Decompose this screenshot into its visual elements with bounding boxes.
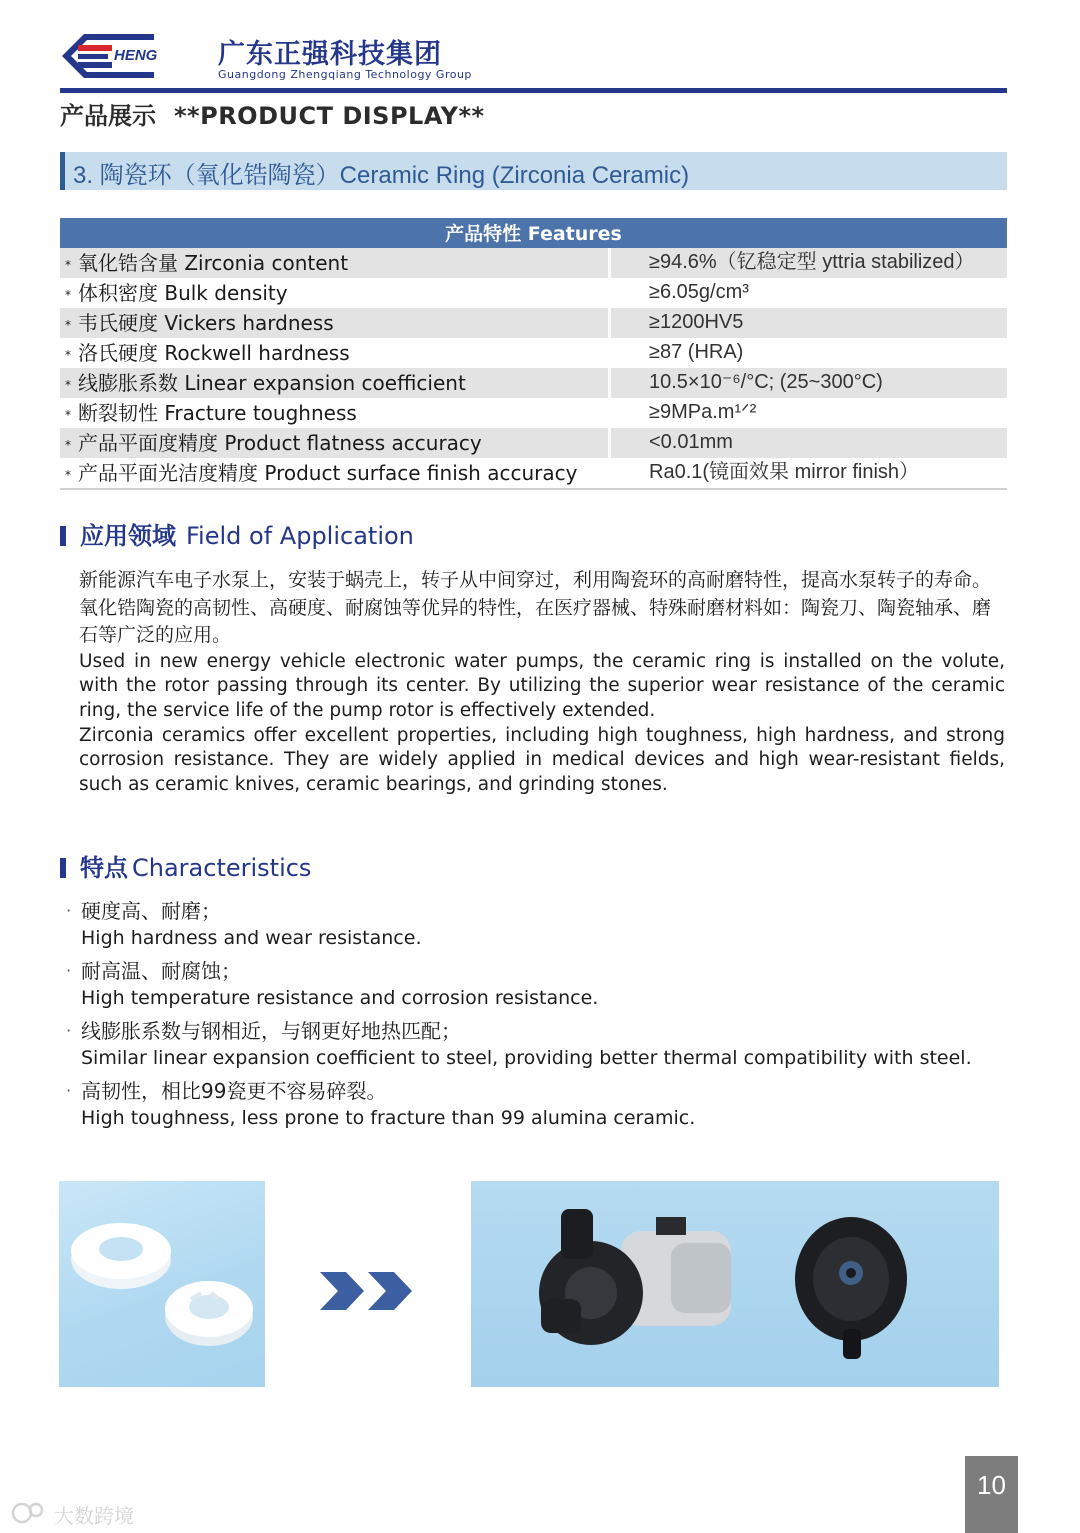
feature-name: * 产品平面度精度 Product flatness accuracy [60, 428, 608, 458]
feature-name: * 断裂韧性 Fracture toughness [60, 398, 608, 428]
characteristic-item [60, 1078, 1020, 1131]
feature-value: ≥6.05g/cm³ [611, 278, 1007, 308]
page-number: 10 [977, 1470, 1006, 1500]
application-text-en-1: Used in new energy vehicle electronic water pumps, the ceramic ring is installed on the volute, with the rotor passing through its center. By utilizing the superior wear resistance of the ceramic ring, the service life of the pump rotor is effectively extended. [79, 650, 1005, 721]
feature-row [60, 308, 1007, 338]
feature-row [60, 278, 1007, 308]
characteristics-heading [60, 848, 311, 883]
features-rows [60, 248, 1007, 490]
water-pump-photo [471, 1181, 999, 1387]
characteristic-en: High hardness and wear resistance. [81, 927, 422, 949]
application-heading [60, 516, 414, 551]
characteristic-en: High toughness, less prone to fracture than 99 alumina ceramic. [81, 1107, 696, 1129]
product-title-band [60, 152, 1007, 190]
application-text-cn-1: 新能源汽车电子水泵上，安装于蜗壳上，转子从中间穿过，利用陶瓷环的高耐磨特性，提高水泵转子的寿命。 [79, 569, 992, 591]
feature-row [60, 368, 1007, 398]
feature-name: * 体积密度 Bulk density [60, 278, 608, 308]
page-number-box [965, 1456, 1018, 1533]
feature-name: * 线膨胀系数 Linear expansion coefficient [60, 368, 608, 398]
feature-value: ≥87 (HRA) [611, 338, 1007, 368]
application-heading-cn: 应用领域 [80, 522, 176, 550]
feature-name: * 氧化锆含量 Zirconia content [60, 248, 608, 278]
feature-value: ≥9MPa.m¹ᐟ² [611, 398, 1007, 428]
ceramic-ring-icon [59, 1181, 265, 1387]
feature-row [60, 428, 1007, 458]
feature-row [60, 248, 1007, 278]
feature-value: 10.5×10⁻⁶/°C; (25~300°C) [611, 368, 1007, 398]
double-chevron-right-icon [318, 1270, 414, 1312]
section-title-en: **PRODUCT DISPLAY** [174, 102, 485, 130]
feature-value: <0.01mm [611, 428, 1007, 458]
application-body [79, 567, 1005, 798]
application-text-cn-2: 氧化锆陶瓷的高韧性、高硬度、耐腐蚀等优异的特性，在医疗器械、特殊耐磨材料如：陶瓷刀、陶瓷轴承、磨石等广泛的应用。 [79, 596, 992, 646]
svg-text:HENG: HENG [114, 47, 158, 64]
ceramic-rings-photo [59, 1181, 265, 1387]
characteristics-heading-cn: 特点 [80, 854, 128, 882]
company-name-en: Guangdong Zhengqiang Technology Group [218, 68, 472, 81]
application-text-en-2: Zirconia ceramics offer excellent properties, including high toughness, high hardness, and strong corrosion resistance. They are widely applied in medical devices and high wear-resistant fields, such as ceramic knives, ceramic bearings, and grinding stones. [79, 724, 1005, 796]
feature-row [60, 338, 1007, 368]
bullet-dot-icon: · [66, 1021, 72, 1040]
header-divider [60, 88, 1007, 93]
features-table [60, 218, 1007, 490]
water-pump-icon [471, 1181, 999, 1387]
bullet-dot-icon: · [66, 901, 72, 920]
characteristic-en: High temperature resistance and corrosion resistance. [81, 987, 599, 1009]
characteristics-list [60, 898, 1020, 1138]
bullet-dot-icon: · [66, 961, 72, 980]
page-section-title [60, 96, 485, 131]
characteristic-cn: 线膨胀系数与钢相近，与钢更好地热匹配； [81, 1019, 461, 1043]
characteristic-item [60, 1018, 1020, 1071]
watermark-logo-icon [10, 1498, 50, 1528]
watermark [10, 1498, 150, 1528]
heading-bar [60, 858, 66, 878]
bullet-dot-icon: · [66, 1081, 72, 1100]
feature-value: ≥94.6%（钇稳定型 yttria stabilized） [611, 248, 1007, 278]
feature-value: Ra0.1(镜面效果 mirror finish） [611, 458, 1007, 488]
feature-name: * 洛氏硬度 Rockwell hardness [60, 338, 608, 368]
feature-row [60, 398, 1007, 428]
characteristic-en: Similar linear expansion coefficient to steel, providing better thermal compatibility with steel. [81, 1047, 972, 1069]
features-table-header: 产品特性 Features [60, 218, 1007, 248]
logo-emblem-icon [58, 30, 158, 82]
feature-name: * 产品平面光洁度精度 Product surface finish accuracy [60, 458, 608, 488]
heading-bar [60, 526, 66, 546]
company-logo [58, 30, 472, 84]
characteristic-item [60, 958, 1020, 1011]
characteristic-item [60, 898, 1020, 951]
section-title-cn: 产品展示 [60, 102, 156, 130]
feature-row [60, 458, 1007, 488]
characteristic-cn: 硬度高、耐磨； [81, 899, 221, 923]
feature-value: ≥1200HV5 [611, 308, 1007, 338]
application-heading-en: Field of Application [186, 522, 414, 550]
characteristics-heading-en: Characteristics [132, 854, 312, 882]
product-title: 3. 陶瓷环（氧化锆陶瓷）Ceramic Ring (Zirconia Ceramic) [73, 162, 690, 189]
characteristic-cn: 耐高温、耐腐蚀； [81, 959, 241, 983]
watermark-text: 大数跨境 [54, 1504, 134, 1528]
feature-name: * 韦氏硬度 Vickers hardness [60, 308, 608, 338]
characteristic-cn: 高韧性，相比99瓷更不容易碎裂。 [81, 1079, 387, 1103]
company-name-cn: 广东正强科技集团 [218, 39, 442, 70]
